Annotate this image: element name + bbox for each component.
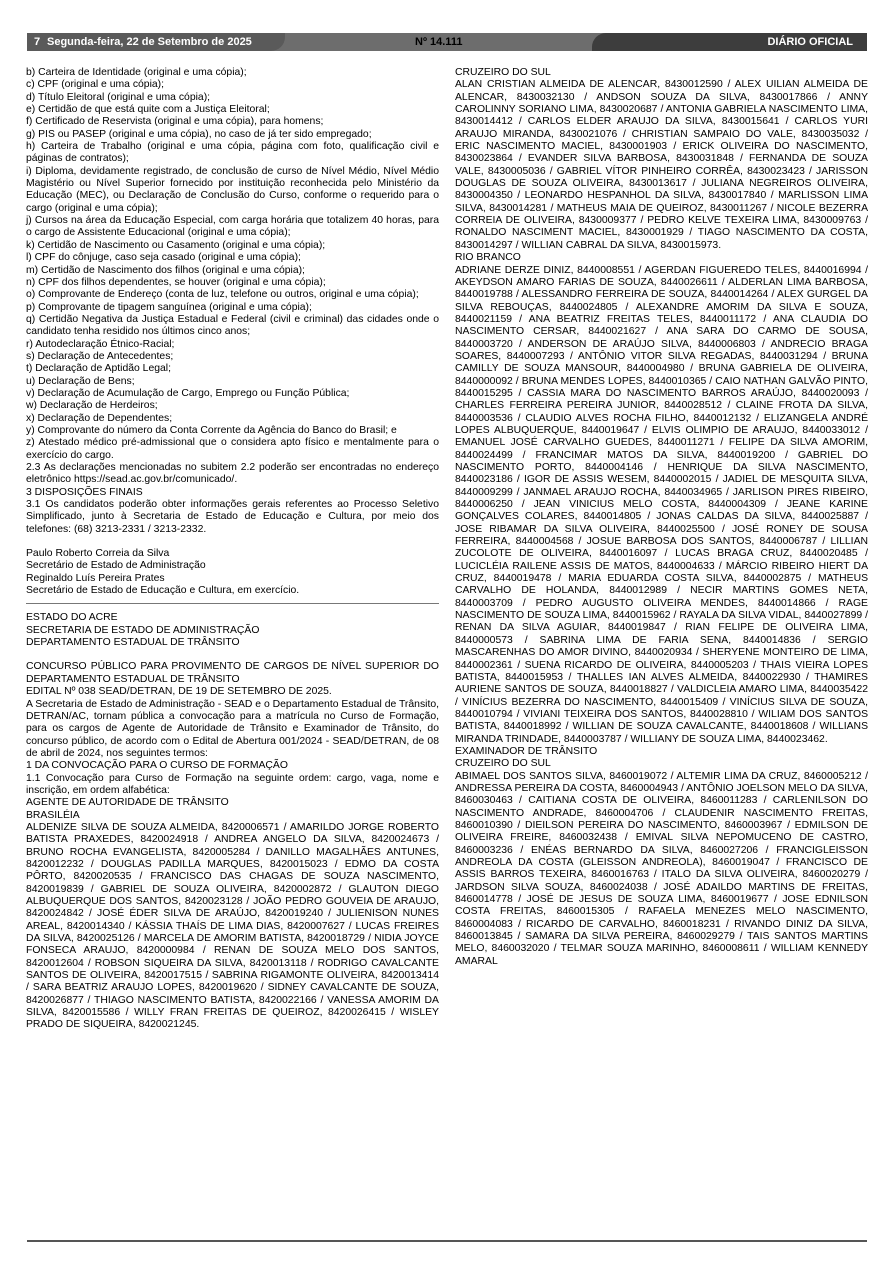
issue-date: Segunda-feira, 22 de Setembro de 2025 [47, 36, 252, 48]
list-item: k) Certidão de Nascimento ou Casamento (original e uma cópia); [26, 239, 326, 251]
list-item: 2.3 As declarações mencionadas no subitem 2.2 poderão ser encontradas no endereço eletrônico https://sead.ac.gov.br/comunicado/. [26, 462, 439, 486]
list-item: y) Comprovante do número da Conta Corrente da Agência do Banco do Brasil; e [26, 424, 397, 436]
cruzeiro-list: ALAN CRISTIAN ALMEIDA DE ALENCAR, 8430012590 / ALEX UILIAN ALMEIDA DE ALENCAR, 8430032130 / ANDSON SOUZA DA SILVA, 8430017866 / ANNY CAROLINNY SORIANO LIMA, 8430020687 / ANTONIA GABRIELA NASCIMENTO LIMA, 8430014412 / CARLOS ELDER ARAUJO DA SILVA, 8430015641 / CARLOS YURI ARAUJO MIRANDA, 8430021076 / CHRISTIAN SAMPAIO DO VALE, 8430035032 / ERIC NASCIMENTO MACIEL, 8430001903 / ERICK OLIVEIRA DO NASCIMENTO, 8430023864 / EVANDER SILVA BARBOSA, 8430031848 / FERNANDA DE SOUZA VALE, 8430005036 / GABRIEL VÍTOR PINHEIRO CORRÊA, 8430023423 / JARISSON DOUGLAS DE SOUZA OLIVEIRA, 8430013617 / JULIANA NEGREIROS OLIVEIRA, 8430004350 / LEONARDO HESPANHOL DA SILVA, 8430017840 / MARLISSON LIMA SILVA, 8430014281 / MATHEUS MAIA DE QUEIROZ, 8430011267 / NICOLE BEZERRA CORREIA DE OLIVEIRA, 8430009377 / PEDRO KELVE TEXEIRA LIMA, 8430009763 / RONALDO NASCIMENT MACIEL, 8430001929 / TIAGO NASCIMENTO DA COSTA, 8430014297 / WILLIAN CABRAL DA SILVA, 8430015973. [455, 79, 868, 251]
publication-title: DIÁRIO OFICIAL [767, 36, 853, 48]
edital-paragraph: CONCURSO PÚBLICO PARA PROVIMENTO DE CARGOS DE NÍVEL SUPERIOR DO DEPARTAMENTO ESTADUAL DE TRÂNSITO [26, 661, 439, 685]
examinador-cruzeiro-list: ABIMAEL DOS SANTOS SILVA, 8460019072 / ALTEMIR LIMA DA CRUZ, 8460005212 / ANDRESSA PEREIRA DA COSTA, 8460004943 / ANTÔNIO JOELSON MELO DA SILVA, 8460030463 / CAITIANA COSTA DE OLIVEIRA, 8460011283 / CARLENILSON DO NASCIMENTO ANDRADE, 8460004706 / CLAUDENIR NASCIMENTO FREITAS, 8460010390 / DIEILSON PEREIRA DO NASCIMENTO, 8460003967 / EDMILSON DE OLIVEIRA FREIRE, 8460032438 / EMIVAL SILVA NEPOMUCENO DE CASTRO, 8460003236 / ENÉAS BERNARDO DA SILVA, 8460027206 / FRANCIGLEISSON ANDREOLA DA COSTA (GLEISSON ANDREOLA), 8460019047 / FRANCISCO DE ASSIS BARROS TEXEIRA, 8460016763 / ITALO DA SILVA OLIVEIRA, 8460020279 / JARDSON SILVA SOUZA, 8460024038 / JOSÉ ADAILDO MARTINS DE FREITAS, 8460014778 / JOSÉ DE JESUS DE SOUZA LIMA, 8460019677 / JOSE EDNILSON COSTA FREITAS, 8460015305 / RAFAELA MENEZES MELO NASCIMENTO, 8460004083 / RICARDO DE CARVALHO, 8460018231 / RIVANDO DINIZ DA SILVA, 8460013845 / SAMARA DA SILVA PEREIRA, 8460029279 / TAIS SANTOS MARTINS MELO, 8460032020 / TELMAR SOUZA MARINHO, 8460008611 / WILLIAM KENNEDY AMARAL [455, 770, 868, 967]
edital-paragraph: AGENTE DE AUTORIDADE DE TRÂNSITO [26, 797, 229, 809]
section-heading: CRUZEIRO DO SUL [455, 758, 551, 770]
org-line: DEPARTAMENTO ESTADUAL DE TRÂNSITO [26, 637, 240, 649]
list-item: u) Declaração de Bens; [26, 375, 135, 387]
edital-paragraph: 1.1 Convocação para Curso de Formação na seguinte ordem: cargo, vaga, nome e inscrição, em ordem alfabética: [26, 772, 439, 796]
signature-line: Reginaldo Luís Pereira Prates [26, 572, 165, 584]
org-line: SECRETARIA DE ESTADO DE ADMINISTRAÇÃO [26, 624, 260, 636]
edital-paragraph: 1 DA CONVOCAÇÃO PARA O CURSO DE FORMAÇÃO [26, 760, 288, 772]
list-item: t) Declaração de Aptidão Legal; [26, 363, 171, 375]
edital-text [26, 661, 439, 821]
issue-number: Nº 14.111 [415, 36, 463, 48]
section-heading: EXAMINADOR DE TRÂNSITO [455, 745, 598, 757]
list-item: g) PIS ou PASEP (original e uma cópia), no caso de já ter sido empregado; [26, 128, 372, 140]
right-column [455, 67, 868, 968]
list-item: h) Carteira de Trabalho (original e uma cópia, página com foto, qualificação civil e páginas de contratos); [26, 141, 439, 165]
list-item: x) Declaração de Dependentes; [26, 412, 173, 424]
list-item: b) Carteira de Identidade (original e uma cópia); [26, 67, 247, 78]
list-item: c) CPF (original e uma cópia); [26, 79, 165, 91]
list-item: l) CPF do cônjuge, caso seja casado (original e uma cópia); [26, 252, 301, 264]
list-item: n) CPF dos filhos dependentes, se houver (original e uma cópia); [26, 276, 326, 288]
footer-rule [27, 1240, 867, 1242]
signature-line: Paulo Roberto Correia da Silva [26, 548, 170, 560]
org-heading [26, 612, 439, 649]
list-item: f) Certificado de Reservista (original e uma cópia), para homens; [26, 116, 324, 128]
list-item: s) Declaração de Antecedentes; [26, 350, 174, 362]
list-item: z) Atestado médico pré-admissional que o considera apto físico e mentalmente para o exercício do cargo. [26, 437, 439, 461]
edital-paragraph: EDITAL Nº 038 SEAD/DETRAN, DE 19 DE SETEMBRO DE 2025. [26, 686, 332, 698]
signature-block [26, 548, 439, 597]
list-item: e) Certidão de que está quite com a Justiça Eleitoral; [26, 104, 270, 116]
list-item: 3 DISPOSIÇÕES FINAIS [26, 486, 143, 498]
list-item: i) Diploma, devidamente registrado, de conclusão de curso de Nível Médio, Nível Médio Magistério ou Nível Superior fornecido por instituição reconhecida pelo Ministério da Educação (MEC), ou Declaração de Conclusão do Curso, conforme o requerido para o cargo (original e uma cópia); [26, 165, 439, 214]
left-column [26, 67, 439, 1032]
list-item: o) Comprovante de Endereço (conta de luz, telefone ou outros, original e uma cópia); [26, 289, 419, 301]
signature-line: Secretário de Estado de Administração [26, 560, 206, 572]
signature-line: Secretário de Estado de Educação e Cultura, em exercício. [26, 585, 300, 597]
document-list [26, 67, 439, 536]
page-header [27, 33, 867, 51]
list-item: v) Declaração de Acumulação de Cargo, Emprego ou Função Pública; [26, 387, 350, 399]
org-line: ESTADO DO ACRE [26, 612, 118, 624]
list-item: d) Título Eleitoral (original e uma cópia); [26, 91, 211, 103]
brasileia-list: ALDENIZE SILVA DE SOUZA ALMEIDA, 8420006571 / AMARILDO JORGE ROBERTO BATISTA PRAXEDES, 8420024918 / ANDREA ANGELO DA SILVA, 8420024673 / BRUNO ROCHA EVANGELISTA, 8420005284 / DANILLO MAGALHÃES ANTUNES, 8420012232 / DOUGLAS PADILLA MARQUES, 8420015023 / EDMO DA COSTA PÔRTO, 8420020535 / FRANCISCO DAS CHAGAS DE SOUZA NASCIMENTO, 8420019839 / GABRIEL DE SOUZA OLIVEIRA, 8420002872 / GLAUTON DIEGO ALBUQUERQUE DOS SANTOS, 8420023128 / JOÃO PEDRO GOUVEIA DE ARAUJO, 8420024842 / JOSÉ ÉDER SILVA DE ARAÚJO, 8420019240 / JULIENISON NUNES AREAL, 8420014340 / KÁSSIA THAÍS DE LIMA DIAS, 8420007627 / LUCAS FREIRES DA SILVA, 8420025126 / MARCELA DE AMORIM BATISTA, 8420018729 / NIDIA JOYCE FONSECA ARAUJO, 8420000984 / RENAN DE SOUZA MELO DOS SANTOS, 8420012604 / ROBSON SIQUEIRA DA SILVA, 8420013118 / RODRIGO CAVALCANTE SANTOS DE OLIVEIRA, 8420017515 / SABRINA RIGAMONTE OLIVEIRA, 8420013414 / SARA BEATRIZ ARAUJO LOPES, 8420019620 / SIDNEY CAVALCANTE DE SOUZA, 8420026877 / THIAGO NASCIMENTO BATISTA, 8420022166 / VANESSA AMORIM DA SILVA, 8420015586 / WILLY FRAN FREITAS DE QUEIROZ, 8420026415 / WISLEY PRADO DE SIQUEIRA, 8420021245. [26, 821, 439, 1031]
page-number: 7 [34, 36, 41, 48]
list-item: r) Autodeclaração Étnico-Racial; [26, 338, 175, 350]
edital-paragraph: A Secretaria de Estado de Administração - SEAD e o Departamento Estadual de Trânsito, DETRAN/AC, tornam pública a convocação para a matrícula no Curso de Formação, para os cargos de Agente de Autoridade de Trânsito e Examinador de Trânsito, do concurso público, de acordo com o Edital de Abertura 001/2024 - SEAD/DETRAN, de 08 de abril de 2024, nos seguintes termos: [26, 698, 439, 759]
list-item: j) Cursos na área da Educação Especial, com carga horária que totalizem 40 horas, para o cargo de Assistente Educacional (original e uma cópia); [26, 215, 439, 239]
edital-paragraph: BRASILÉIA [26, 809, 80, 821]
section-divider [26, 603, 439, 604]
section-heading: RIO BRANCO [455, 252, 521, 264]
section-heading: CRUZEIRO DO SUL [455, 67, 551, 78]
rio-branco-list: ADRIANE DERZE DINIZ, 8440008551 / AGERDAN FIGUEREDO TELES, 8440016994 / AKEYDSON AMARO FARIAS DE SOUZA, 8440026611 / ALDERLAN LIMA BARBOSA, 8440019788 / ALESSANDRO FERREIRA DE SOUZA, 8440014264 / ALEX GURGEL DA SILVA REBOUÇAS, 8440024805 / ALEXANDRE AMORIM DA SILVA E SOUZA, 8440021159 / ANA BEATRIZ FREITAS TELES, 8440011172 / ANA CLAUDIA DO NASCIMENTO CERSAR, 8440021627 / ANA SARA DO CARMO DE SOUSA, 8440003720 / ANDERSON DE ARAÚJO SILVA, 8440006803 / ANDRECIO BRAGA SOARES, 8440007293 / ANTÔNIO VITOR SILVA REGADAS, 8440031294 / BRUNA CAMILLY DE SOUZA MANSOUR, 8440004980 / BRUNA GABRIELA DE OLIVEIRA, 8440000092 / BRUNA MENDES LOPES, 8440010365 / CAIO NATHAN GALVÃO PINTO, 8440015295 / CASSIA MARA DO NASCIMENTO BARROS ARAÚJO, 8440020093 / CHARLES FERREIRA PEREIRA JUNIOR, 8440028512 / CLAINE FROTA DA SILVA, 8440003536 / CLAUDIO ALVES ROCHA FILHO, 8440012132 / ELIZANGELA ANDRÉ LOPES ALBUQUERQUE, 8440019647 / ELVIS OLIMPIO DE ARAUJO, 8440033012 / EMANUEL JOSÉ CARVALHO GUEDES, 8440011271 / FELIPE DA SILVA AMORIM, 8440024499 / FRANCIMAR MATOS DA SILVA, 8440019200 / GABRIEL DO NASCIMENTO PORTO, 8440004146 / HENRIQUE DA SILVA NASCIMENTO, 8440023186 / IGOR DE ASSIS WESEM, 8440002015 / JADIEL DE MESQUITA SILVA, 8440009299 / JANMAEL ARAUJO ROCHA, 8440034965 / JARLISON PIRES RIBEIRO, 8440006250 / JEAN VINICIUS MELO COSTA, 8440004309 / JEANE KARINE GONÇALVES COLARES, 8440014805 / JONAS CALDAS DA SILVA, 8440025887 / JOSE RIBAMAR DA SILVA OLIVEIRA, 8440025500 / JOSÉ RONEY DE SOUSA FERREIRA, 8440004568 / JOSUE BARBOSA DOS SANTOS, 8440006787 / LILLIAN ZUCOLOTE DE OLIVEIRA, 8440016097 / LUCAS BRAGA CRUZ, 8440020485 / LUCICLÉIA RAILENE ASSIS DE MATOS, 8440004633 / MÁRCIO RIBEIRO HIERT DA CRUZ, 8440019478 / MARIA EDUARDA COSTA SILVA, 8440002875 / MATHEUS CARVALHO DE HOLANDA, 8440012989 / NECIR MARTINS GOMES NETA, 8440003709 / PEDRO AUGUSTO OLIVEIRA MENDES, 8440014866 / RAGE NASCIMENTO DE SOUZA LIMA, 8440015962 / RAYALA DA SILVA VIDAL, 8440027899 / RENAN DA SILVA AGUIAR, 8440019847 / RIAN FELIPE DE OLIVEIRA LIMA, 8440000573 / SABRINA LIMA DE FARIA SENA, 8440014836 / SERGIO MASCARENHAS DO AMOR DIVINO, 8440020934 / SHERYENE MONTEIRO DE LIMA, 8440002361 / SUENA RICARDO DE OLIVEIRA, 8440005203 / THAIS VIEIRA LOPES BATISTA, 8440015953 / THALLES IAN ALVES ALMEIDA, 8440022930 / THAMIRES AURIENE SANTOS DE SOUZA, 8440018827 / VALDICLEIA AMARO LIMA, 8440035422 / VINÍCIUS BEZERRA DO NASCIMENTO, 8440015409 / VINÍCIUS SILVA DE SOUZA, 8440010794 / VIVIANI TEIXEIRA DOS SANTOS, 8440028810 / WILIAM DOS SANTOS BATISTA, 8440018992 / WILLIAN DE SOUZA CAVALCANTE, 8440018608 / WILLIANS MIRANDA TRINDADE, 8440003787 / WILLIANY DE SOUZA LIMA, 8440023462. [455, 264, 868, 745]
list-item: p) Comprovante de tipagem sanguínea (original e uma cópia); [26, 301, 312, 313]
list-item: q) Certidão Negativa da Justiça Estadual e Federal (civil e criminal) das cidades onde o candidato tenha residido nos últimos cinco anos; [26, 313, 439, 338]
list-item: w) Declaração de Herdeiros; [26, 400, 158, 412]
list-item: m) Certidão de Nascimento dos filhos (original e uma cópia); [26, 264, 305, 276]
list-item: 3.1 Os candidatos poderão obter informações gerais referentes ao Processo Seletivo Simplificado, junto à Secretaria de Estado de Educação e Cultura, por meio dos telefones: (68) 3213-2331 / 3213-2332. [26, 499, 439, 535]
